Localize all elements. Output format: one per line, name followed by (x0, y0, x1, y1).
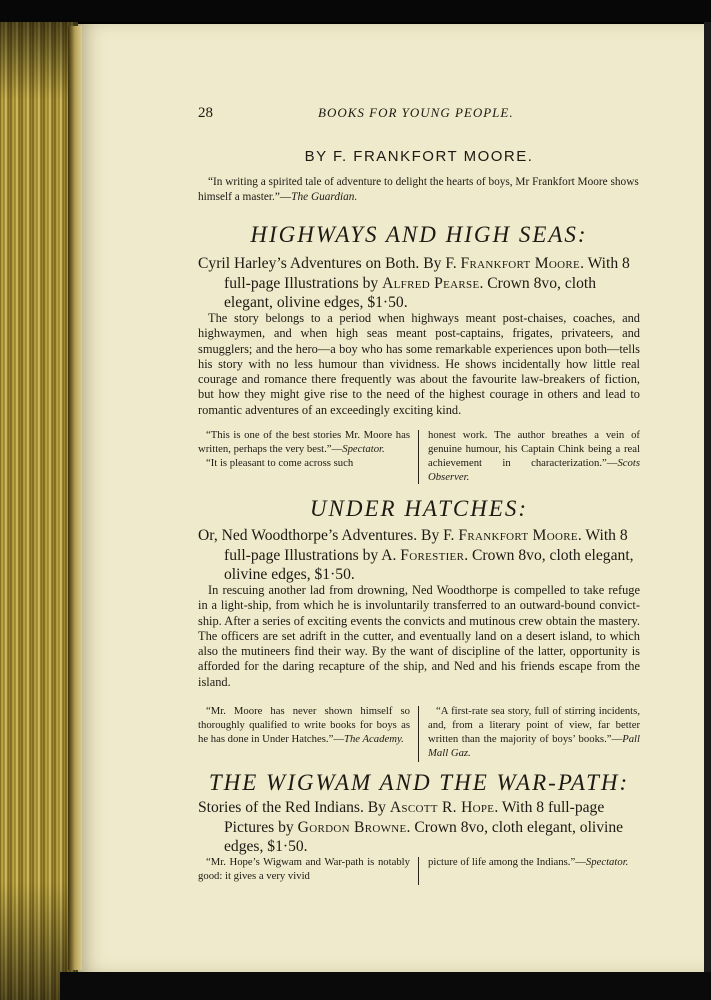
review-quote (198, 704, 410, 746)
review-column-left (198, 855, 410, 883)
review-quote (198, 855, 410, 883)
review-quote (198, 456, 410, 470)
epigraph-text: “In writing a spirited tale of adventure to delight the hearts of boys, Mr Frankfort Moore shows himself a master.”— (198, 176, 639, 203)
subtitle-text: . Crown 8vo, cloth elegant, olivine edges, $1·50. (224, 274, 596, 311)
quote-text: “Mr. Hope’s Wigwam and War-path is notably good: it gives a very vivid (198, 856, 410, 882)
spine-shadow (0, 22, 78, 1000)
illustrator-name: Forestier (400, 546, 465, 564)
subtitle-text: Stories of the Red Indians. By (198, 799, 390, 816)
quote-text: picture of life among the Indians.”— (428, 856, 586, 868)
review-column-right (428, 855, 640, 869)
quote-text: “This is one of the best stories Mr. Moore has written, perhaps the very best.”— (198, 429, 410, 455)
page-number: 28 (198, 105, 213, 121)
book-description: The story belongs to a period when highways meant post-chaises, coaches, and highwaymen, and when high seas meant post-captains, frigates, privateers, and smugglers; and the hero—a boy who has some remarkable experiences upon both—tells his story with no less humour than vividness. He shows incidentally how little real courage and romance there frequently was about the favourite law-breakers of fiction, but how they might give rise to the need of the highest courage in others and lead to romantic adventures of an exceedingly exciting kind. (198, 311, 640, 417)
subtitle-text: . With 8 full-page Pictures by (224, 799, 605, 836)
quote-source: The Academy. (344, 733, 404, 745)
quote-source: Spectator. (342, 443, 385, 455)
review-quote (428, 855, 640, 869)
book-title: THE WIGWAM AND THE WAR-PATH: (208, 770, 630, 795)
quote-source: Spectator. (585, 856, 629, 868)
book-subtitle (198, 798, 640, 857)
column-divider (418, 706, 419, 762)
running-head-title: BOOKS FOR YOUNG PEOPLE. (318, 105, 514, 120)
subtitle-text: . With 8 full-page Illustrations by (224, 255, 630, 292)
author-epigraph (198, 175, 640, 204)
epigraph-source: The Guardian. (291, 190, 358, 203)
author-name: Ascott R. Hope (389, 799, 495, 816)
subtitle-text: . With 8 full-page Illustrations by A. (224, 527, 628, 564)
author-name: Frankfort Moore (460, 255, 581, 272)
page-gutter (68, 26, 82, 970)
review-quote (428, 704, 640, 760)
quote-text: “It is pleasant to come across such (206, 457, 354, 469)
book-description: In rescuing another lad from drowning, Ned Woodthorpe is compelled to take refuge in a light-ship, from which he is involuntarily transferred to an outward-bound convict-ship. After a series of exciting events the convicts and mutinous crew obtain the mastery. The officers are set adrift in the cutter, and eventually land on a desert island, to which also the mutineers find their way. By the want of discipline of the latter, opportunity is afforded for the daring recapture of the ship, and Ned and his friends escape from the island. (198, 583, 640, 689)
review-column-left (198, 704, 410, 746)
review-quote (428, 428, 640, 484)
book-title: UNDER HATCHES: (309, 496, 529, 521)
review-column-left (198, 428, 410, 470)
review-quote (198, 428, 410, 456)
author-name: Frankfort Moore (458, 527, 578, 544)
review-quotes (198, 855, 640, 887)
review-column-right (428, 704, 640, 760)
review-quotes (198, 428, 640, 486)
quote-text: “A first-rate sea story, full of stirring incidents, and, from a literary point of view, far better written than the majority of boys’ books.”— (428, 705, 640, 745)
running-header (198, 105, 638, 123)
subtitle-text: . Crown 8vo, cloth elegant, olivine edges, $1·50. (224, 818, 624, 855)
top-black-border (0, 0, 711, 22)
book-title: HIGHWAYS AND HIGH SEAS: (250, 222, 588, 247)
column-divider (418, 430, 419, 484)
review-column-right (428, 428, 640, 484)
right-page-edge (704, 22, 711, 972)
review-quotes (198, 704, 640, 762)
subtitle-text: Or, Ned Woodthorpe’s Adventures. By F. (198, 527, 459, 544)
bottom-black-border (60, 972, 711, 1000)
subtitle-text: Cyril Harley’s Adventures on Both. By F. (198, 255, 461, 272)
illustrator-name: Alfred Pearse (382, 274, 480, 292)
book-subtitle (198, 526, 640, 585)
quote-source: Pall Mall Gaz. (428, 733, 640, 759)
quote-text: honest work. The author breathes a vein of genuine humour, his Captain Chink being a real achievement in characterization.”— (428, 429, 640, 469)
quote-source: Scots Observer. (428, 457, 640, 483)
author-byline: BY F. FRANKFORT MOORE. (304, 148, 534, 165)
column-divider (418, 857, 419, 885)
subtitle-text: . Crown 8vo, cloth elegant, olivine edges, $1·50. (224, 546, 634, 583)
book-subtitle (198, 254, 640, 313)
illustrator-name: Gordon Browne (297, 818, 407, 836)
quote-text: “Mr. Moore has never shown himself so thoroughly qualified to write books for boys as he has done in Under Hatches.”— (198, 705, 410, 745)
